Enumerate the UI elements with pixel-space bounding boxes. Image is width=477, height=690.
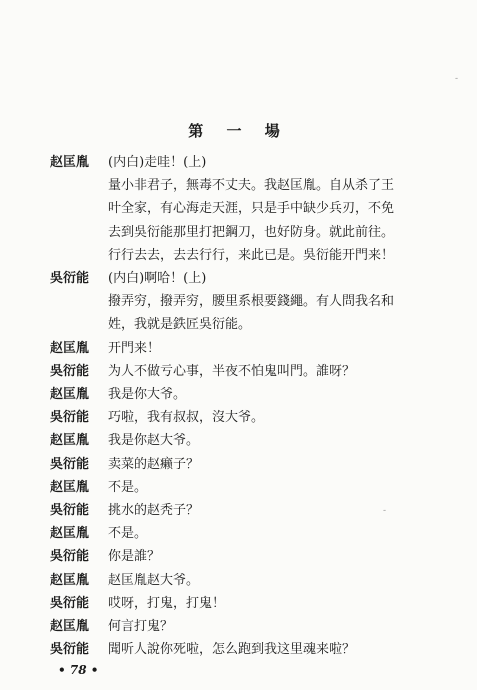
- speaker-name: 赵匡胤: [50, 479, 90, 495]
- dialogue-lines: [108, 569, 455, 592]
- speaker-name: 吳衍能: [50, 503, 90, 519]
- speaker-name: 吳衍能: [50, 456, 90, 472]
- dialogue-entry: [50, 406, 455, 429]
- dialogue-line: (内白)啊哈！(上): [108, 271, 207, 287]
- dialogue-line: 去到吳衍能那里打把鋼刀，也好防身。就此前往。: [108, 224, 395, 240]
- speaker-name: 吳衍能: [50, 363, 90, 379]
- dialogue-entry: [50, 337, 455, 360]
- dialogue-lines: [108, 545, 455, 568]
- dialogue-lines: [108, 337, 455, 360]
- speaker-name: 赵匡胤: [50, 526, 90, 542]
- dialogue-line: 我是你赵大爷。: [108, 433, 200, 449]
- dialogue-lines: [108, 429, 455, 452]
- script-body: [50, 151, 455, 661]
- dialogue-line: 何言打鬼？: [108, 619, 174, 635]
- dialogue-line: 为人不做亏心事，半夜不怕鬼叫門。誰呀？: [108, 363, 356, 379]
- dialogue-lines: [108, 383, 455, 406]
- speaker-name: 赵匡胤: [50, 572, 90, 588]
- dialogue-lines: [108, 453, 455, 476]
- scan-speck: -: [455, 74, 459, 84]
- dialogue-entry: [50, 615, 455, 638]
- speaker-name: 赵匡胤: [50, 340, 90, 356]
- dialogue-entry: [50, 360, 455, 383]
- dialogue-lines: [108, 499, 455, 522]
- dialogue-line: 量小非君子，無毒不丈夫。我赵匡胤。自从杀了王: [108, 178, 395, 194]
- dialogue-line: 哎呀，打鬼，打鬼！: [108, 595, 226, 611]
- dialogue-line: 我是你大爷。: [108, 387, 187, 403]
- dialogue-line: 你是誰？: [108, 549, 161, 565]
- dialogue-entry: [50, 499, 455, 522]
- dialogue-line: 巧啦，我有叔叔，沒大爷。: [108, 410, 265, 426]
- dialogue-line: 撥弄穷，撥弄穷，腰里系根要錢繩。有人問我名和: [108, 294, 395, 310]
- dialogue-line: 姓，我就是鉄匠吳衍能。: [108, 317, 252, 333]
- dialogue-lines: [108, 615, 455, 638]
- dialogue-entry: [50, 638, 455, 661]
- dialogue-lines: [108, 476, 455, 499]
- dialogue-entry: [50, 522, 455, 545]
- dialogue-line: 不是。: [108, 479, 148, 495]
- speaker-name: 赵匡胤: [50, 619, 90, 635]
- scan-speck: -: [383, 506, 387, 516]
- dialogue-line: 挑水的赵秃子？: [108, 503, 200, 519]
- dialogue-entry: [50, 545, 455, 568]
- speaker-name: 赵匡胤: [50, 155, 90, 170]
- dialogue-line: 卖菜的赵癞子？: [108, 456, 200, 472]
- dialogue-entry: [50, 429, 455, 452]
- dialogue-entry: [50, 592, 455, 615]
- page-number: • 78 •: [58, 663, 99, 677]
- dialogue-lines: [108, 592, 455, 615]
- speaker-name: 赵匡胤: [50, 387, 90, 403]
- dialogue-entry: [50, 151, 455, 267]
- dialogue-entry: [50, 453, 455, 476]
- speaker-name: 吳衍能: [50, 271, 90, 287]
- dialogue-line: 开門来！: [108, 340, 161, 356]
- dialogue-entry: [50, 267, 455, 337]
- dialogue-line: 不是。: [108, 526, 148, 542]
- dialogue-lines: [108, 522, 455, 545]
- speaker-name: 吳衍能: [50, 642, 90, 658]
- dialogue-entry: [50, 476, 455, 499]
- dialogue-line: 叶全家，有心海走天涯，只是手中缺少兵刃，不免: [108, 201, 395, 217]
- dialogue-lines: [108, 267, 455, 337]
- dialogue-lines: [108, 638, 455, 661]
- speaker-name: 吳衍能: [50, 410, 90, 426]
- speaker-name: 吳衍能: [50, 549, 90, 565]
- speaker-name: 赵匡胤: [50, 433, 90, 449]
- dialogue-lines: [108, 151, 455, 267]
- dialogue-line: 行行去去，去去行行，来此已是。吳衍能开門来！: [108, 247, 395, 263]
- dialogue-line: 聞听人說你死啦，怎么跑到我这里魂来啦？: [108, 642, 356, 658]
- scene-title: 第 一 場: [188, 122, 289, 140]
- dialogue-lines: [108, 406, 455, 429]
- dialogue-line: 赵匡胤赵大爷。: [108, 572, 200, 588]
- speaker-name: 吳衍能: [50, 595, 90, 611]
- dialogue-entry: [50, 383, 455, 406]
- dialogue-line: (内白)走哇！(上): [108, 155, 207, 170]
- dialogue-entry: [50, 569, 455, 592]
- dialogue-lines: [108, 360, 455, 383]
